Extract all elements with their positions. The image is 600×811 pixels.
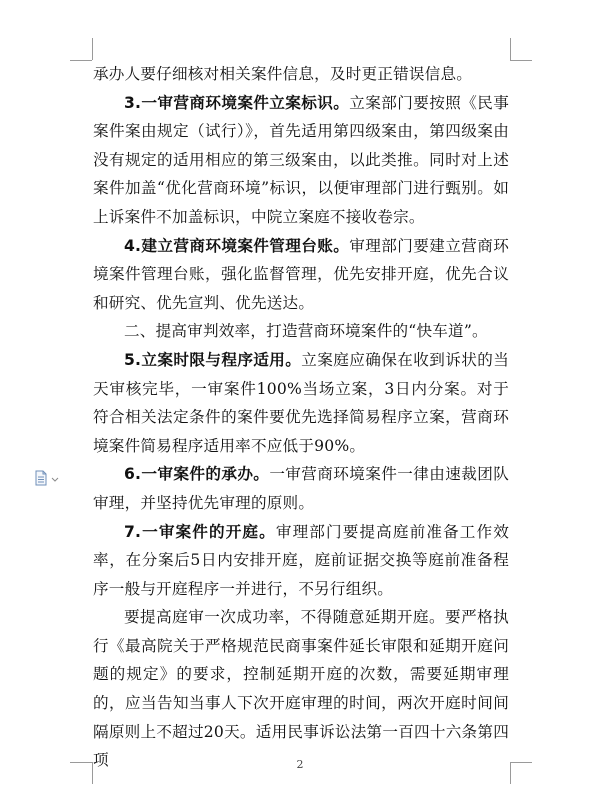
paragraph-text: 审理部门要建立营商环境案件管理台账，强化监督管理，优先安排开庭，优先合议和研究、优先宣判、优先送达。	[93, 236, 509, 312]
paragraph-text: 承办人要仔细核对相关案件信息，及时更正错误信息。	[93, 65, 473, 83]
item-heading: 4.建立营商环境案件管理台账。	[124, 236, 350, 255]
crop-mark-top-right-v	[510, 38, 511, 60]
paragraph-item-3	[93, 89, 509, 232]
paragraph-text: 立案部门要按照《民事案件案由规定（试行）》，首先适用第四级案由，第四级案由没有规定的适用相应的第三级案由，以此类推。同时对上述案件加盖“优化营商环境”标识，以便审理部门进行甄别。如上诉案件不加盖标识，中院立案庭不接收卷宗。	[93, 93, 509, 226]
item-heading: 5.立案时限与程序适用。	[124, 350, 302, 369]
page-number: 2	[296, 758, 304, 771]
paragraph-text: 一审营商环境案件一律由速裁团队审理，并坚持优先审理的原则。	[93, 465, 509, 512]
paragraph-item-6	[93, 460, 509, 517]
crop-mark-top-right-h	[510, 60, 532, 61]
document-icon[interactable]	[34, 470, 62, 486]
paragraph-text: 要提高庭审一次成功率，不得随意延期开庭。要严格执行《最高院关于严格规范民商事案件延长审限和延期开庭问题的规定》的要求，控制延期开庭的次数，需要延期审理的，应当告知当事人下次开庭审理的时间，两次开庭时间间隔原则上不超过20天。适用民事诉讼法第一百四十六条第四项	[93, 608, 509, 770]
paragraph-item-4	[93, 232, 509, 318]
paragraph-item-5	[93, 346, 509, 460]
paragraph-text: 审理部门要提高庭前准备工作效率，在分案后5日内安排开庭，庭前证据交换等庭前准备程序一般与开庭程序一并进行，不另行组织。	[93, 522, 509, 598]
paragraph-item-7	[93, 518, 509, 604]
paragraph-continuation	[93, 60, 509, 89]
crop-mark-top-left-h	[70, 60, 92, 61]
paragraph-text: 立案庭应确保在收到诉状的当天审核完毕，一审案件100%当场立案，3日内分案。对于符合相关法定条件的案件要优先选择简易程序立案，营商环境案件简易程序适用率不应低于90%。	[93, 350, 509, 455]
item-heading: 3.一审营商环境案件立案标识。	[124, 93, 350, 112]
crop-mark-top-left-v	[92, 38, 93, 60]
item-heading: 7.一审案件的开庭。	[124, 522, 276, 541]
document-body	[93, 60, 509, 775]
paragraph-plain	[93, 603, 509, 775]
section-heading	[93, 317, 509, 346]
item-heading: 6.一审案件的承办。	[124, 465, 270, 484]
section-heading-text: 二、提高审判效率，打造营商环境案件的“快车道”。	[124, 322, 488, 341]
